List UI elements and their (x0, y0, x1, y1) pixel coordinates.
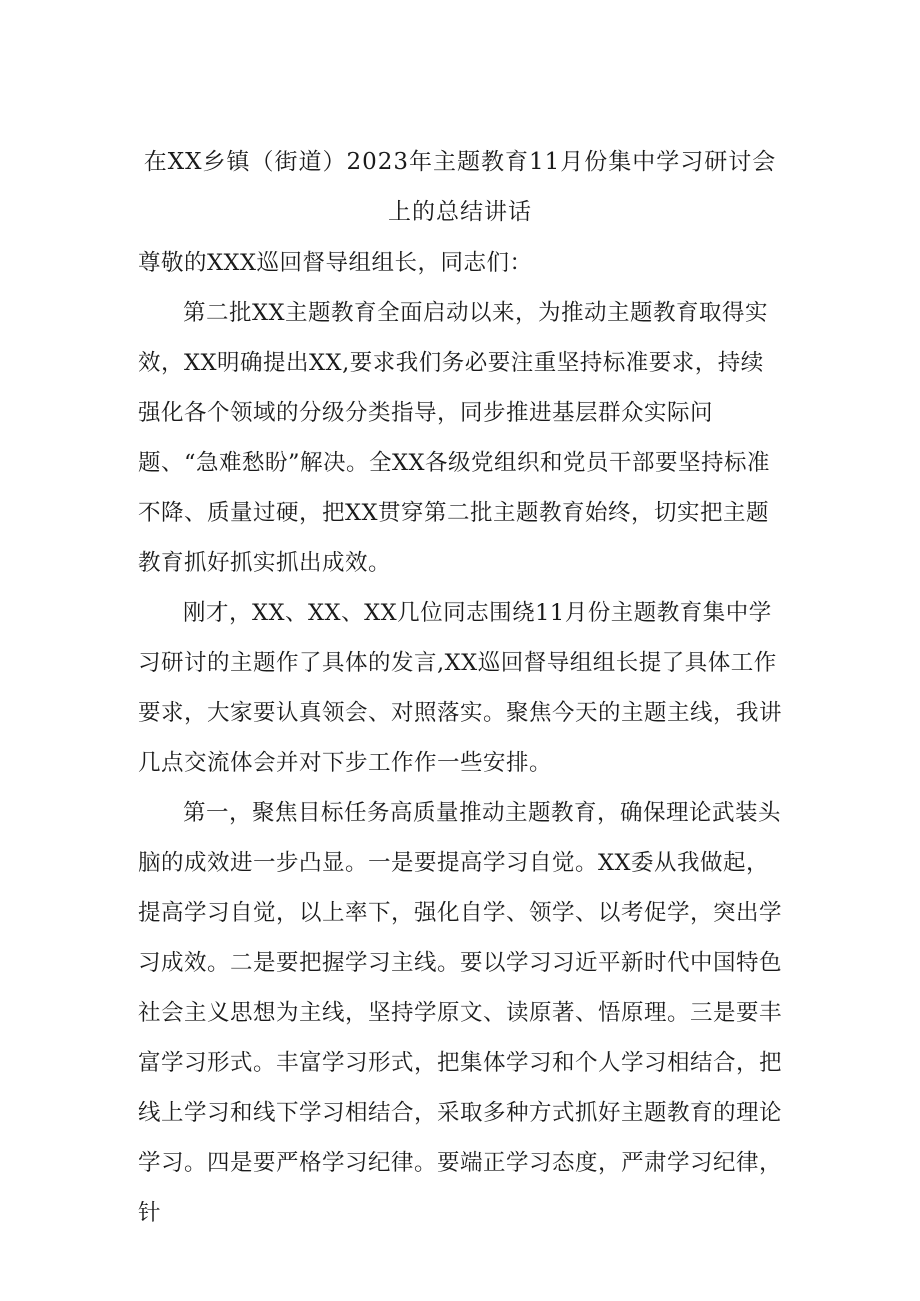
document-title-line-2: 上的总结讲话 (388, 199, 532, 225)
salutation: 尊敬的XXX巡回督导组组长，同志们： (138, 250, 533, 276)
paragraph-3: 第一，聚焦目标任务高质量推动主题教育，确保理论武装头脑的成效进一步凸显。一是要提高学习自觉。XX委从我做起，提高学习自觉，以上率下，强化自学、领学、以考促学，突出学习成效。二是要把握学习主线。要以学习习近平新时代中国特色社会主义思想为主线，坚持学原文、读原著、悟原理。三是要丰富学习形式。丰富学习形式，把集体学习和个人学习相结合，把线上学习和线下学习相结合，采取多种方式抓好主题教育的理论学习。四是要严格学习纪律。要端正学习态度，严肃学习纪律，针 (138, 800, 783, 1226)
document-title-line-1: 在XX乡镇（街道）2023年主题教育11月份集中学习研讨会 (143, 149, 777, 175)
document-body (138, 238, 784, 1238)
paragraph-1: 第二批XX主题教育全面启动以来，为推动主题教育取得实效，XX明确提出XX,要求我们务必要注重坚持标准要求，持续强化各个领域的分级分类指导，同步推进基层群众实际问题、“急难愁盼”解决。全XX各级党组织和党员干部要坚持标准不降、质量过硬，把XX贯穿第二批主题教育始终，切实把主题教育抓好抓实抓出成效。 (138, 300, 771, 576)
paragraph-2: 刚才，XX、XX、XX几位同志围绕11月份主题教育集中学习研讨的主题作了具体的发言,XX巡回督导组组长提了具体工作要求，大家要认真领会、对照落实。聚焦今天的主题主线，我讲几点交流体会并对下步工作作一些安排。 (138, 600, 783, 776)
